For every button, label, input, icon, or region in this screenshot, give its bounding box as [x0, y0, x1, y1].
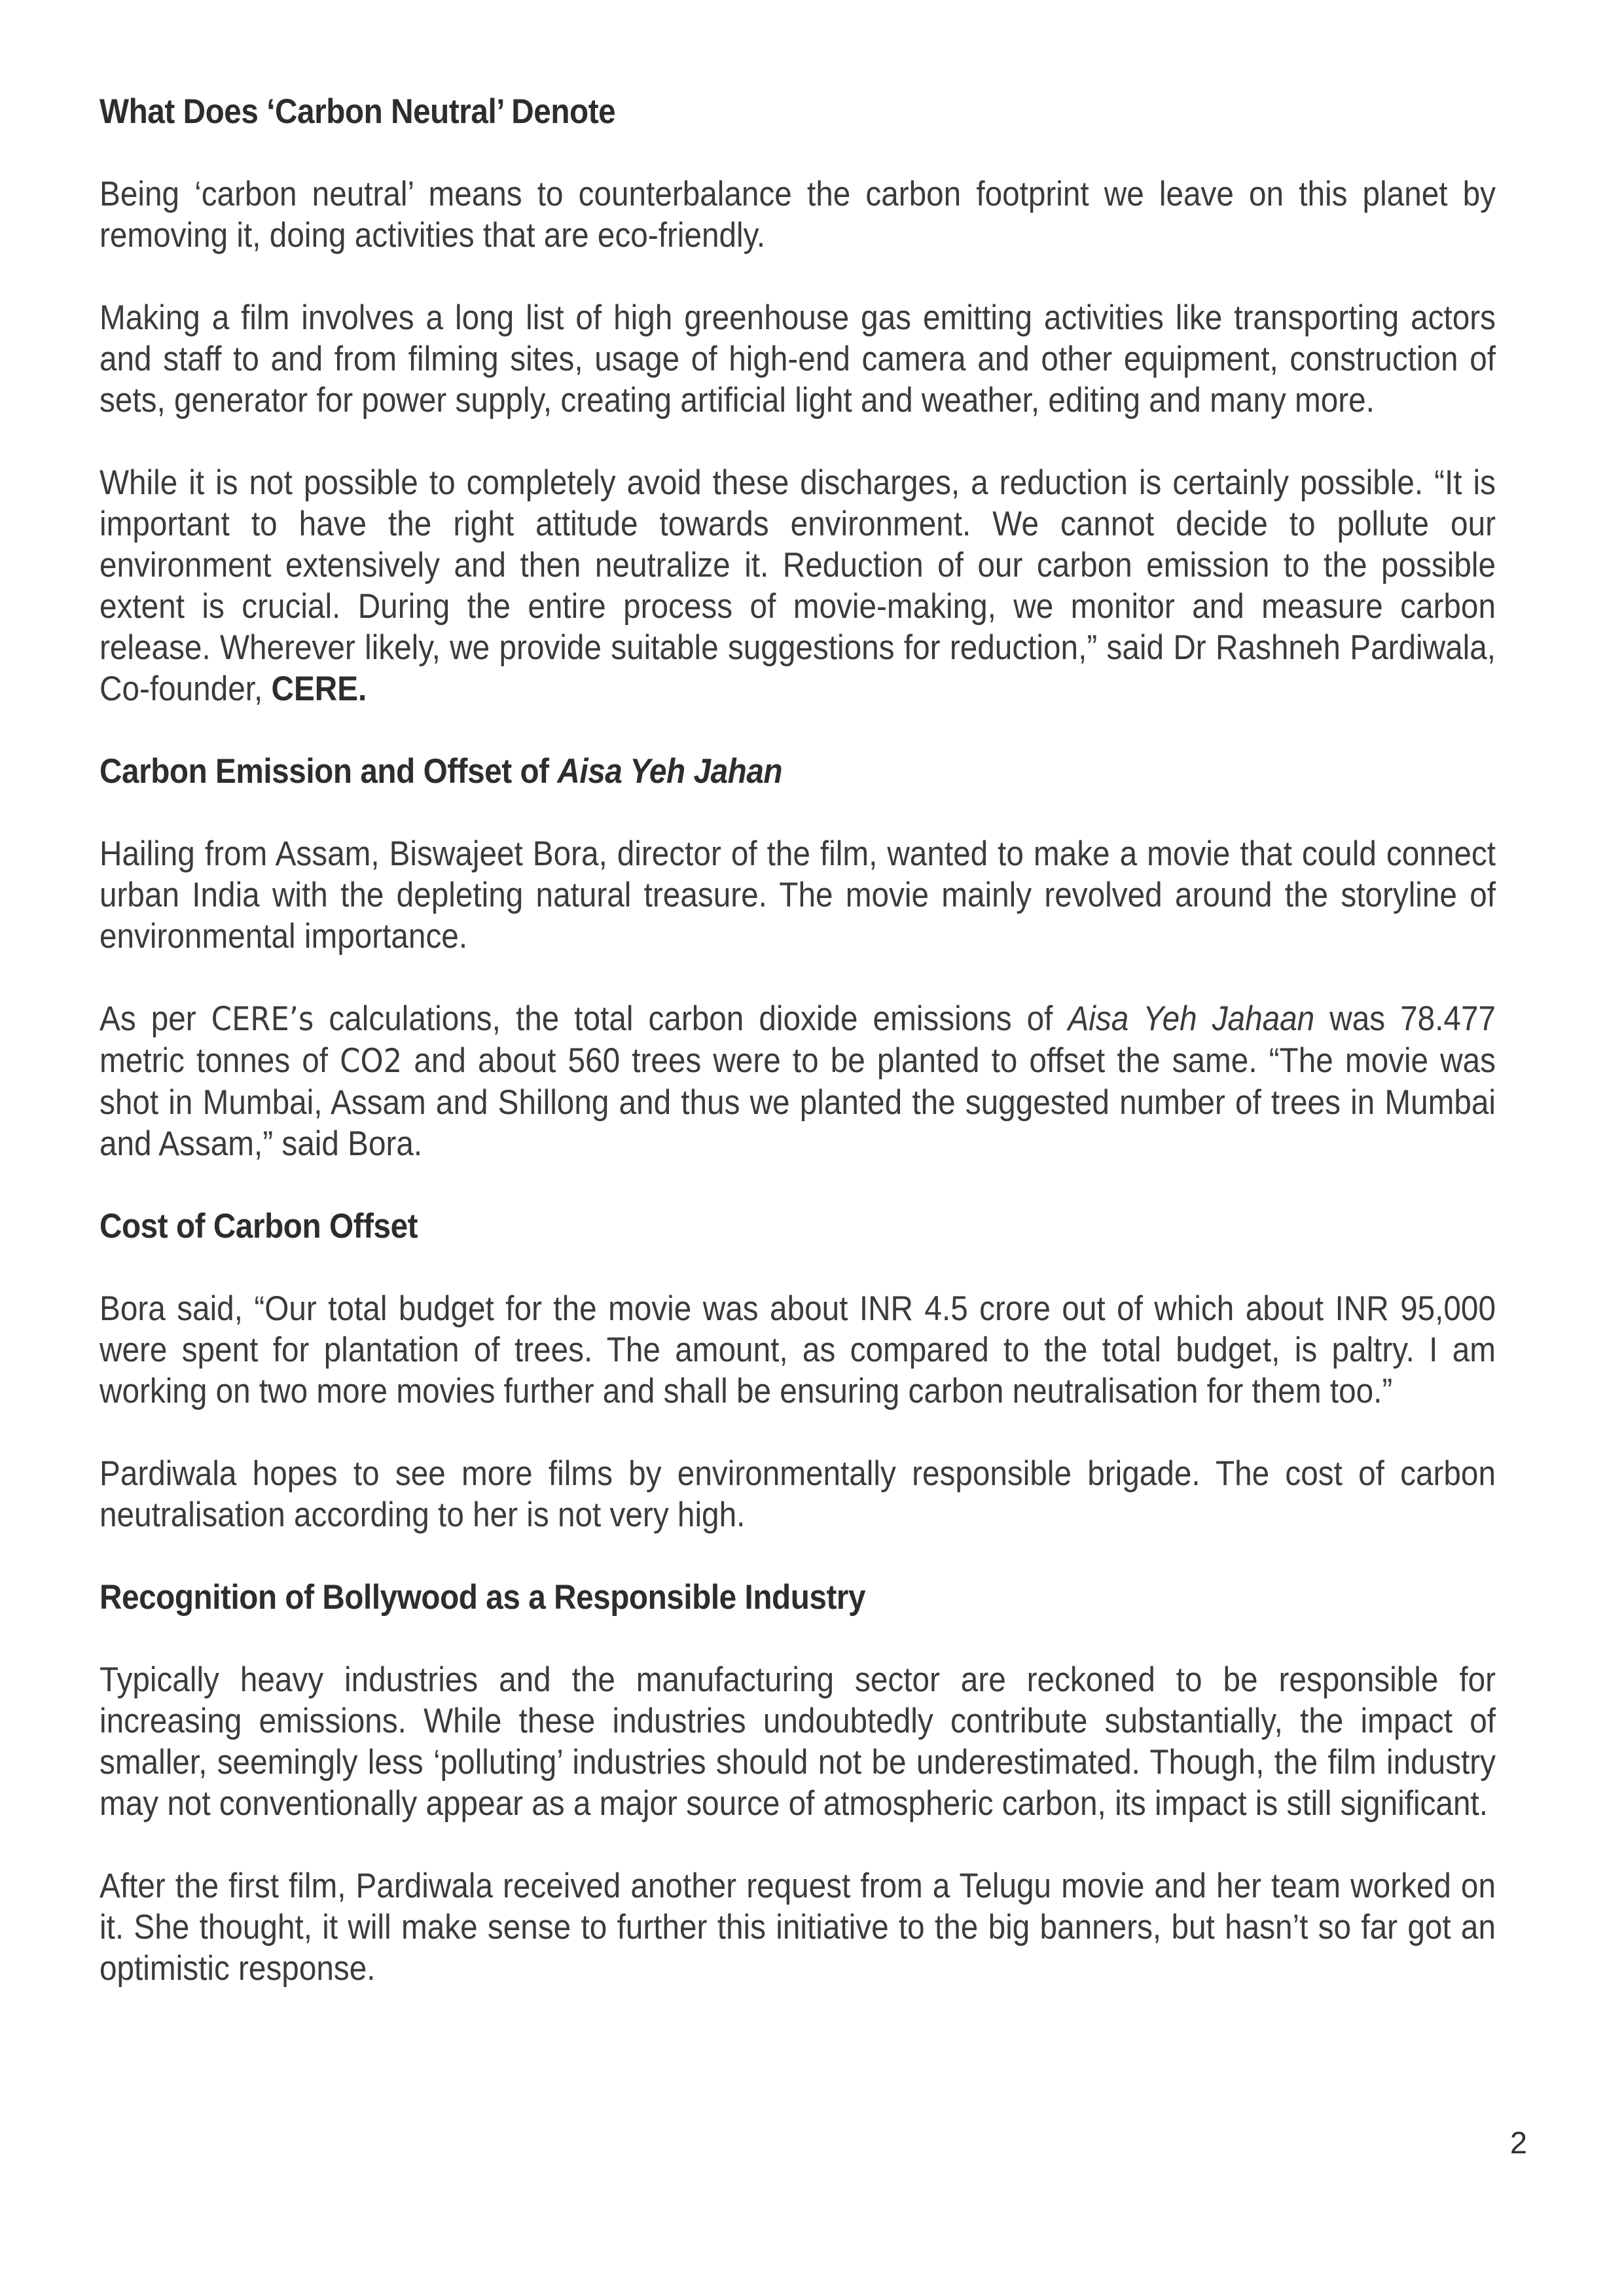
text-run: Making a film involves a long list of high greenhouse gas emitting activities like transporting actors and staff to and from filming sites, usage of high-end camera and other equipment, construction of sets, generator for power supply, creating artificial light and weather, editing and many more. — [99, 298, 1496, 420]
page-number: 2 — [1509, 2125, 1527, 2160]
para-budget-quote — [99, 1288, 1496, 1412]
text-run: calculations, the total carbon dioxide emissions of — [314, 999, 1068, 1038]
para-film-emission-activities — [99, 297, 1496, 421]
para-heavy-industries — [99, 1659, 1496, 1824]
heading-cost-of-carbon-offset — [99, 1206, 1496, 1247]
text-run: was 78.477 metric tonnes of — [99, 999, 1496, 1080]
para-pardiwala-hopes — [99, 1453, 1496, 1535]
heading-carbon-neutral — [99, 91, 1496, 132]
para-telugu-movie — [99, 1865, 1496, 1989]
text-run: Being ‘carbon neutral’ means to counterbalance the carbon footprint we leave on this planet by removing it, doing activities that are eco-friendly. — [99, 175, 1496, 255]
text-run: and about 560 trees were to be planted to offset the same. “The movie was shot in Mumbai, Assam and Shillong and thus we planted the suggested number of trees in Mumbai and Assam,” said Bora. — [99, 1041, 1496, 1163]
document-content — [99, 91, 1496, 2030]
text-run: While it is not possible to completely avoid these discharges, a reduction is certainly possible. “It is important to have the right attitude towards environment. We cannot decide to pollute our environment extensively and then neutralize it. Reduction of our carbon emission to the possible extent is crucial. During the entire process of movie-making, we monitor and measure carbon release. Wherever likely, we provide suitable suggestions for reduction,” said Dr Rashneh Pardiwala, Co-founder, — [99, 463, 1496, 708]
text-run: As per — [99, 999, 211, 1038]
para-carbon-neutral-definition — [99, 173, 1496, 256]
text-run: Cost of Carbon Offset — [99, 1207, 418, 1246]
text-run: Recognition of Bollywood as a Responsible Industry — [99, 1578, 866, 1617]
text-run: Aisa Yeh Jahaan — [1068, 999, 1315, 1038]
para-director-background — [99, 833, 1496, 957]
heading-bollywood-recognition — [99, 1577, 1496, 1618]
para-reduction-quote — [99, 462, 1496, 709]
text-run: CERE’s — [211, 1000, 314, 1038]
text-run: Typically heavy industries and the manufacturing sector are reckoned to be responsible for increasing emissions. While these industries undoubtedly contribute substantially, the impact of smaller, seemingly less ‘polluting’ industries should not be underestimated. Though, the film industry may not conventionally appear as a major source of atmospheric carbon, its impact is still significant. — [99, 1660, 1496, 1823]
text-run: Pardiwala hopes to see more films by environmentally responsible brigade. The cost of carbon neutralisation according to her is not very high. — [99, 1454, 1496, 1534]
text-run: CO2 — [340, 1042, 403, 1080]
text-run: Carbon Emission and Offset of — [99, 752, 558, 791]
para-cere-calculations — [99, 998, 1496, 1164]
text-run: After the first film, Pardiwala received another request from a Telugu movie and her team worked on it. She thought, it will make sense to further this initiative to the big banners, but hasn’t so far got an optimistic response. — [99, 1867, 1496, 1988]
text-run: CERE. — [271, 670, 367, 708]
text-run: Bora said, “Our total budget for the movie was about INR 4.5 crore out of which about INR 95,000 were spent for plantation of trees. The amount, as compared to the total budget, is paltry. I am working on two more movies further and shall be ensuring carbon neutralisation for them too.” — [99, 1289, 1496, 1410]
text-run: What Does ‘Carbon Neutral’ Denote — [99, 92, 616, 131]
heading-carbon-emission-offset — [99, 751, 1496, 792]
text-run: Aisa Yeh Jahan — [557, 752, 783, 791]
text-run: Hailing from Assam, Biswajeet Bora, director of the film, wanted to make a movie that could connect urban India with the depleting natural treasure. The movie mainly revolved around the storyline of environmental importance. — [99, 834, 1496, 956]
